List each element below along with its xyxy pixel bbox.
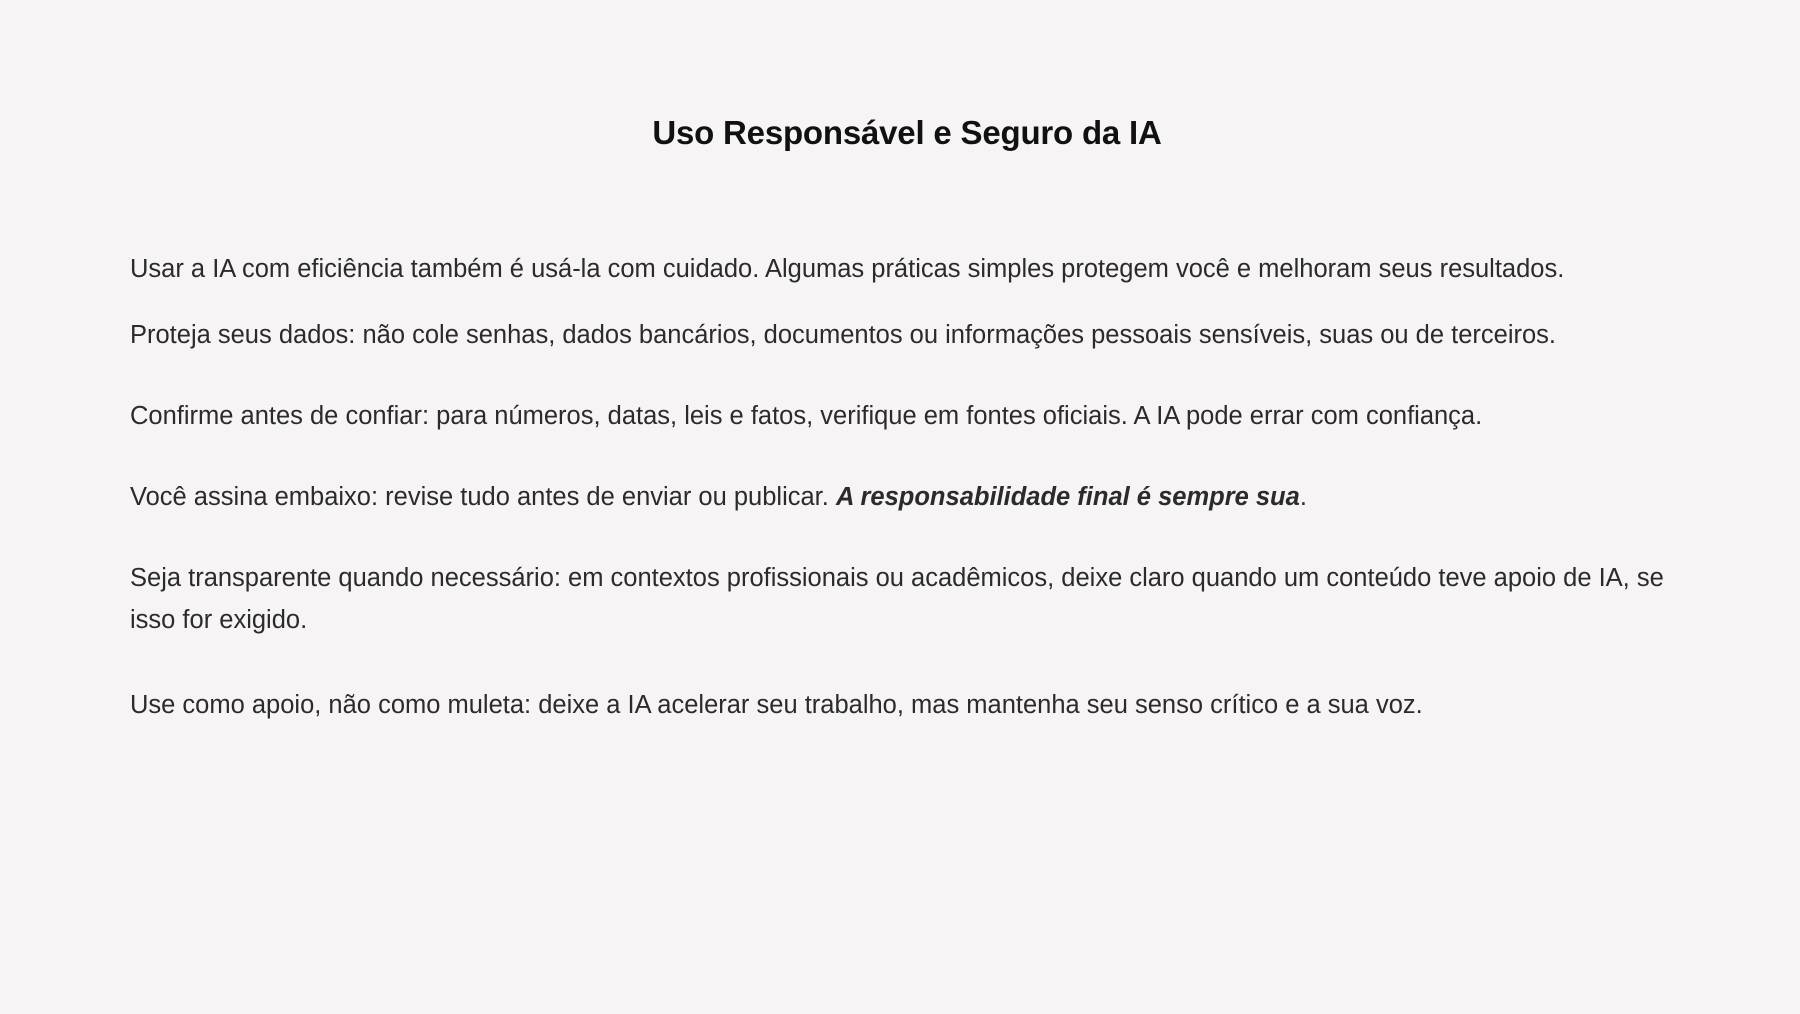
page-title: Uso Responsável e Seguro da IA [652,114,1162,151]
practice-use-as-support: Use como apoio, não como muleta: deixe a IA acelerar seu trabalho, mas mantenha seu senso crítico e a sua voz. [130,691,1423,719]
practice-confirm-facts: Confirme antes de confiar: para números, datas, leis e fatos, verifique em fontes oficiais. A IA pode errar com confiança. [130,402,1483,430]
practice-review-before-sending [130,476,1710,518]
practice-review-text: Você assina embaixo: revise tudo antes de enviar ou publicar. [130,483,836,511]
document-body [130,248,1710,726]
practice-protect-data: Proteja seus dados: não cole senhas, dados bancários, documentos ou informações pessoais sensíveis, suas ou de terceiros. [130,321,1556,349]
intro-paragraph: Usar a IA com eficiência também é usá-la com cuidado. Algumas práticas simples protegem você e melhoram seus resultados. [130,255,1565,283]
practice-be-transparent: Seja transparente quando necessário: em contextos profissionais ou acadêmicos, deixe claro quando um conteúdo teve apoio de IA, se isso for exigido. [130,564,1664,634]
practice-review-ending: . [1299,483,1307,511]
responsibility-emphasis: A responsabilidade final é sempre sua [835,483,1300,511]
